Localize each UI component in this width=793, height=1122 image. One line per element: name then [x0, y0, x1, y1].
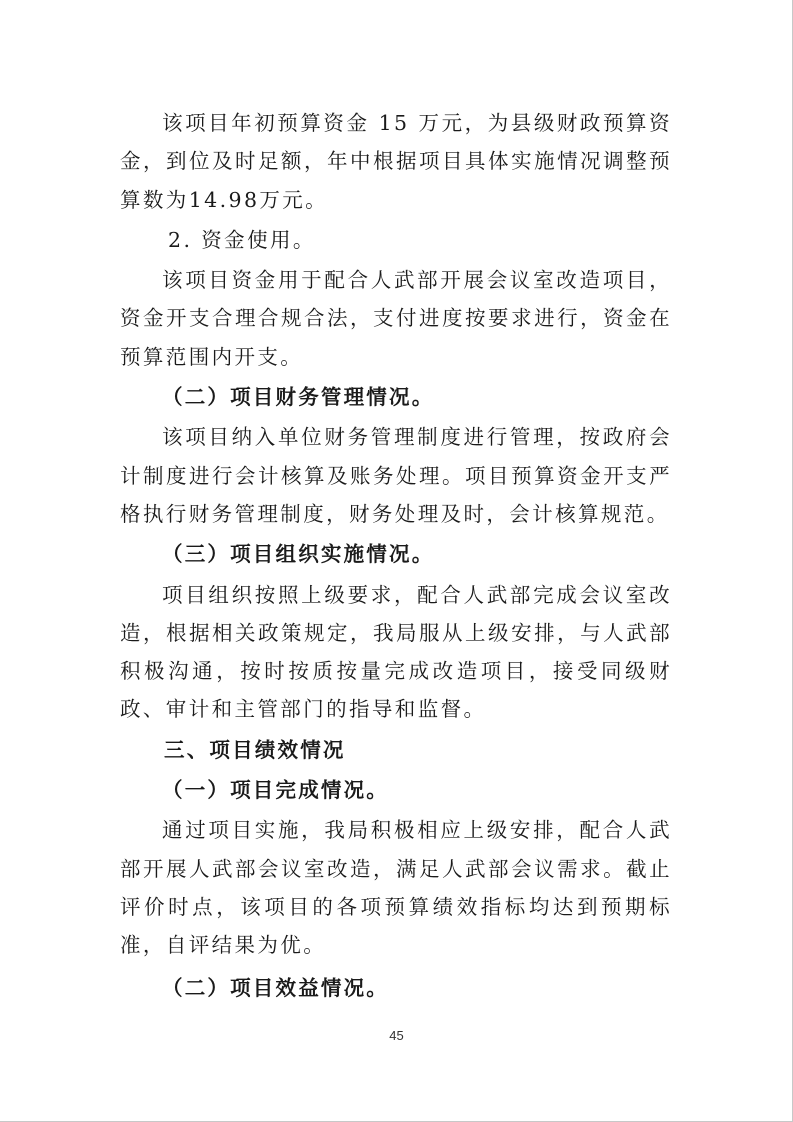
fund-use-paragraph: 该项目资金用于配合人武部开展会议室改造项目，资金开支合理合规合法，支付进度按要求进行，资金在预算范围内开支。	[120, 268, 672, 369]
completion-paragraph: 通过项目实施，我局积极相应上级安排，配合人武部开展人武部会议室改造，满足人武部会议需求。截止评价时点，该项目的各项预算绩效指标均达到预期标准，自评结果为优。	[120, 818, 672, 958]
implementation-heading: （三）项目组织实施情况。	[162, 542, 435, 567]
budget-funds-paragraph: 该项目年初预算资金 15 万元，为县级财政预算资金，到位及时足额，年中根据项目具体实施情况调整预算数为14.98万元。	[120, 111, 672, 212]
benefit-heading: （二）项目效益情况。	[162, 975, 389, 1000]
completion-heading: （一）项目完成情况。	[162, 778, 389, 803]
implementation-paragraph: 项目组织按照上级要求，配合人武部完成会议室改造，根据相关政策规定，我局服从上级安排，与人武部积极沟通，按时按质按量完成改造项目，接受同级财政、审计和主管部门的指导和监督。	[120, 582, 672, 722]
financial-management-paragraph: 该项目纳入单位财务管理制度进行管理，按政府会计制度进行会计核算及账务处理。项目预算资金开支严格执行财务管理制度，财务处理及时，会计核算规范。	[120, 425, 672, 526]
financial-management-heading: （二）项目财务管理情况。	[162, 385, 435, 410]
page-content	[120, 104, 672, 1007]
section-3-heading: 三、项目绩效情况	[164, 737, 346, 762]
fund-use-heading: 2. 资金使用。	[168, 227, 316, 252]
page-number: 45	[389, 1028, 404, 1043]
